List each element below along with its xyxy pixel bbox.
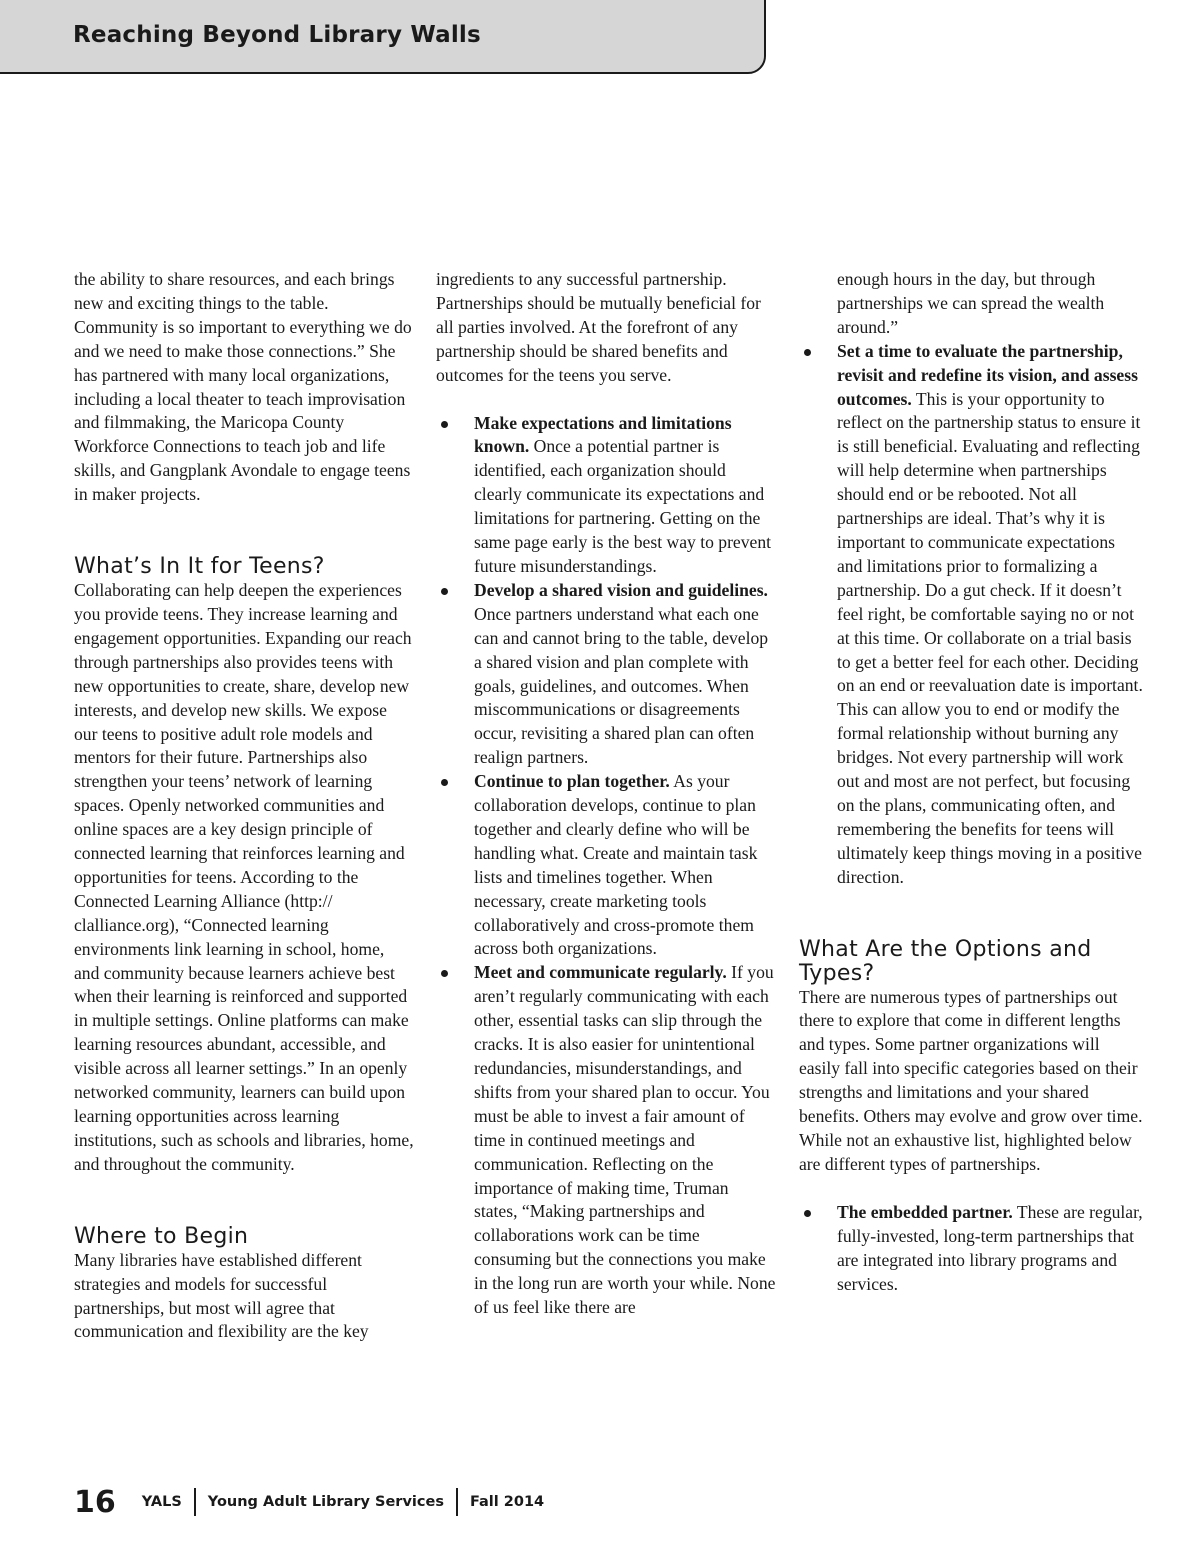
bullet-list: [799, 268, 1144, 890]
page-footer: [74, 1482, 544, 1522]
body-paragraph: Many libraries have established different strategies and models for successful partnerships, but most will agree that communication and flexibility are the key: [74, 1249, 369, 1342]
list-item: Set a time to evaluate the partnership, revisit and redefine its vision, and assess outcomes. This is your opportunity to reflect on the partnership status to ensure it is still beneficial. Evaluating and reflecting will help determine when partnerships should end or be rebooted. Not all partnerships are ideal. That’s why it is important to communicate expectations and limitations prior to formalizing a partnership. Do a gut check. If it doesn’t feel right, be comfortable saying no or not at this time. Or collaborate on a trial basis to get a better feel for each other. Deciding on an end or reevaluation date is important. This can allow you to end or modify the formal relationship without burning any bridges. Not every partnership will work out and most are not perfect, but focusing on the plans, communicating often, and remembering the benefits for teens will ultimately keep things moving in a positive direction.: [799, 340, 1144, 890]
section-heading-begin: Where to Begin: [74, 1223, 249, 1249]
journal-name: Young Adult Library Services: [207, 1494, 444, 1510]
list-item: Develop a shared vision and guidelines. Once partners understand what each one can and cannot bring to the table, develop a shared vision and plan complete with goals, guidelines, and outcomes. When miscommunications or disagreements occur, revisiting a shared plan can often realign partners.: [436, 579, 776, 770]
body-paragraph: There are numerous types of partnerships out there to explore that come in different lengths and types. Some partner organizations will easily fall into specific categories based on their strengths and limitations and your shared benefits. Others may evolve and grow over time. While not an exhaustive list, highlighted below are different types of partnerships.: [799, 986, 1143, 1174]
body-paragraph: Collaborating can help deepen the experiences you provide teens. They increase learning and engagement opportunities. Expanding our reach through partnerships also provides teens with new opportunities to create, share, develop new interests, and develop new skills. We expose our teens to positive adult role models and mentors for their future. Partnerships also strengthen your teens’ network of learning spaces. Openly networked communities and online spaces are a key design principle of connected learning that reinforces learning and opportunities for teens. According to the Connected Learning Alliance (http:// clalliance.org), “Connected learning environments link learning in school, home, and community because learners achieve best when their learning is reinforced and supported in multiple settings. Online platforms can make learning resources abundant, accessible, and visible across all learner settings.” In an openly networked community, learners can build upon learning opportunities across learning institutions, such as schools and libraries, home, and throughout the community.: [74, 580, 414, 1174]
section-heading-teens: What’s In It for Teens?: [74, 554, 325, 580]
page-number: 16: [74, 1484, 116, 1520]
list-item: Make expectations and limitations known. Once a potential partner is identified, each organization should clearly communicate its expectations and limitations for partnering. Getting on the same page early is the best way to prevent future misunderstandings.: [436, 412, 776, 579]
running-header: Reaching Beyond Library Walls: [73, 22, 481, 48]
footer-divider: [456, 1488, 458, 1516]
footer-divider: [194, 1488, 196, 1516]
list-item: Continue to plan together. As your collaboration develops, continue to plan together and clearly define who will be handling what. Create and maintain task lists and timelines together. When necessary, create marketing tools collaboratively and cross-promote them across both organizations.: [436, 770, 776, 961]
body-paragraph: the ability to share resources, and each brings new and exciting things to the table. Community is so important to everything we do and we need to make those connections.” She has partnered with many local organizations, including a local theater to teach improvisation and filmmaking, the Maricopa County Workforce Connections to teach job and life skills, and Gangplank Avondale to engage teens in maker projects.: [74, 269, 412, 505]
issue-date: Fall 2014: [469, 1494, 545, 1510]
column-2: [436, 268, 776, 1320]
list-item: The embedded partner. These are regular, fully-invested, long-term partnerships that are integrated into library programs and services.: [799, 1201, 1144, 1297]
body-paragraph: ingredients to any successful partnership. Partnerships should be mutually beneficial for all parties involved. At the forefront of any partnership should be shared benefits and outcomes for the teens you serve.: [436, 269, 761, 385]
bullet-list: [436, 412, 776, 1320]
column-1: [74, 268, 414, 1344]
journal-abbr: YALS: [141, 1494, 182, 1510]
list-item: Meet and communicate regularly. If you aren’t regularly communicating with each other, essential tasks can slip through the cracks. It is also easier for unintentional redundancies, misunderstandings, and shifts from your shared plan to occur. You must be able to invest a fair amount of time in continued meetings and communication. Reflecting on the importance of making time, Truman states, “Making partnerships and collaborations work can be time consuming but the connections you make in the long run are worth your while. None of us feel like there are: [436, 961, 776, 1320]
section-heading-options: What Are the Options and Types?: [799, 936, 1092, 986]
list-item-continued: enough hours in the day, but through partnerships we can spread the wealth around.”: [837, 269, 1105, 337]
column-3: [799, 268, 1144, 1296]
bullet-list: [799, 1201, 1144, 1297]
